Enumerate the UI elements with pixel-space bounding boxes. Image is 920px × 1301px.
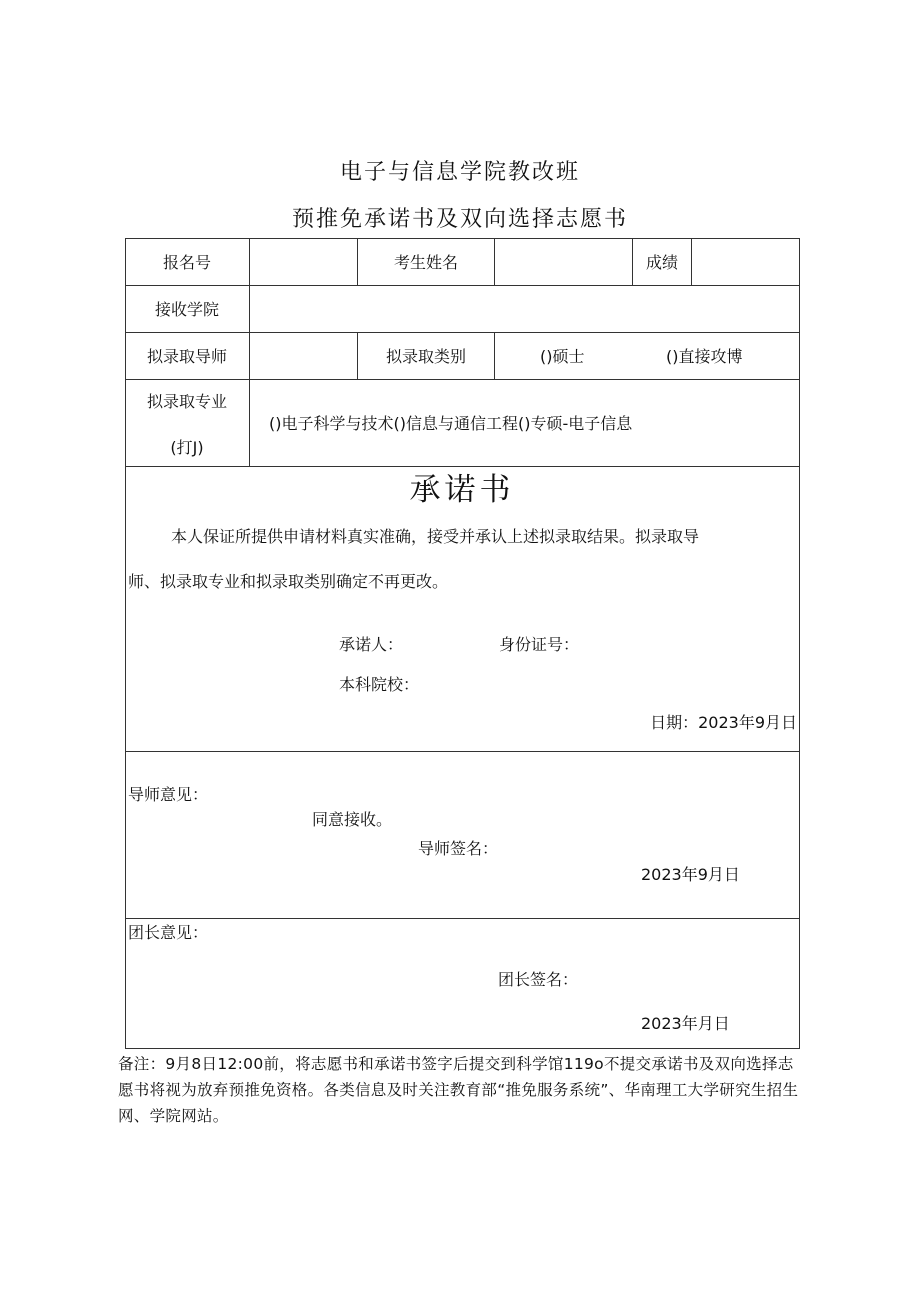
page-title-line1: 电子与信息学院教改班 [339,160,580,185]
candidate-name-label: 考生姓名 [393,253,459,272]
col-divider-3b [494,332,495,379]
supervisor-opinion-label: 导师意见： [128,785,209,804]
supervisor-label: 拟录取导师 [146,347,228,366]
row-divider-3 [126,379,799,380]
form-table [125,238,800,1049]
col-divider-2b [357,332,358,379]
major-label-line1: 拟录取专业 [146,392,228,411]
id-number-label: 身份证号： [499,635,580,654]
score-label: 成绩 [645,253,679,272]
leader-signature-label: 团长签名： [498,970,579,989]
col-divider-3 [494,239,495,285]
col-divider-2 [357,239,358,285]
option-master[interactable]: ()硕士 [540,347,585,366]
pledge-text-line2: 师、拟录取专业和拟录取类别确定不再更改。 [128,572,449,591]
row-divider-5 [126,751,799,752]
row-divider-1 [126,285,799,286]
pledge-heading: 承诺书 [409,472,515,508]
supervisor-opinion-date: 2023年9月日 [641,865,740,884]
category-label: 拟录取类别 [385,347,467,366]
receiving-school-label: 接收学院 [154,300,220,319]
col-divider-4 [632,239,633,285]
row-divider-2 [126,332,799,333]
supervisor-signature-label: 导师签名： [418,839,499,858]
page-title-line2: 预推免承诺书及双向选择志愿书 [291,207,628,232]
major-options[interactable]: ()电子科学与技术()信息与通信工程()专硕-电子信息 [269,414,633,433]
row-divider-6 [126,918,799,919]
option-direct-phd[interactable]: ()直接攻博 [666,347,743,366]
pledge-date: 日期：2023年9月日 [650,713,797,732]
signer-label: 承诺人： [339,635,404,654]
row-divider-4 [126,466,799,467]
registration-no-label: 报名号 [162,253,212,272]
leader-opinion-label: 团长意见： [128,923,209,942]
leader-opinion-date: 2023年月日 [641,1014,730,1033]
undergrad-school-label: 本科院校： [339,675,420,694]
footnote: 备注：9月8日12:00前，将志愿书和承诺书签字后提交到科学馆119o不提交承诺书及双向选择志愿书将视为放弃预推免资格。各类信息及时关注教育部“推免服务系统”、华南理工大学研究生招生网、学院网站。 [118,1055,799,1125]
supervisor-opinion-text: 同意接收。 [312,810,393,829]
pledge-text-line1: 本人保证所提供申请材料真实准确，接受并承认上述拟录取结果。拟录取导 [171,527,700,546]
col-divider-5 [691,239,692,285]
col-divider-label [249,239,250,466]
major-label-line2: (打J) [170,438,204,457]
